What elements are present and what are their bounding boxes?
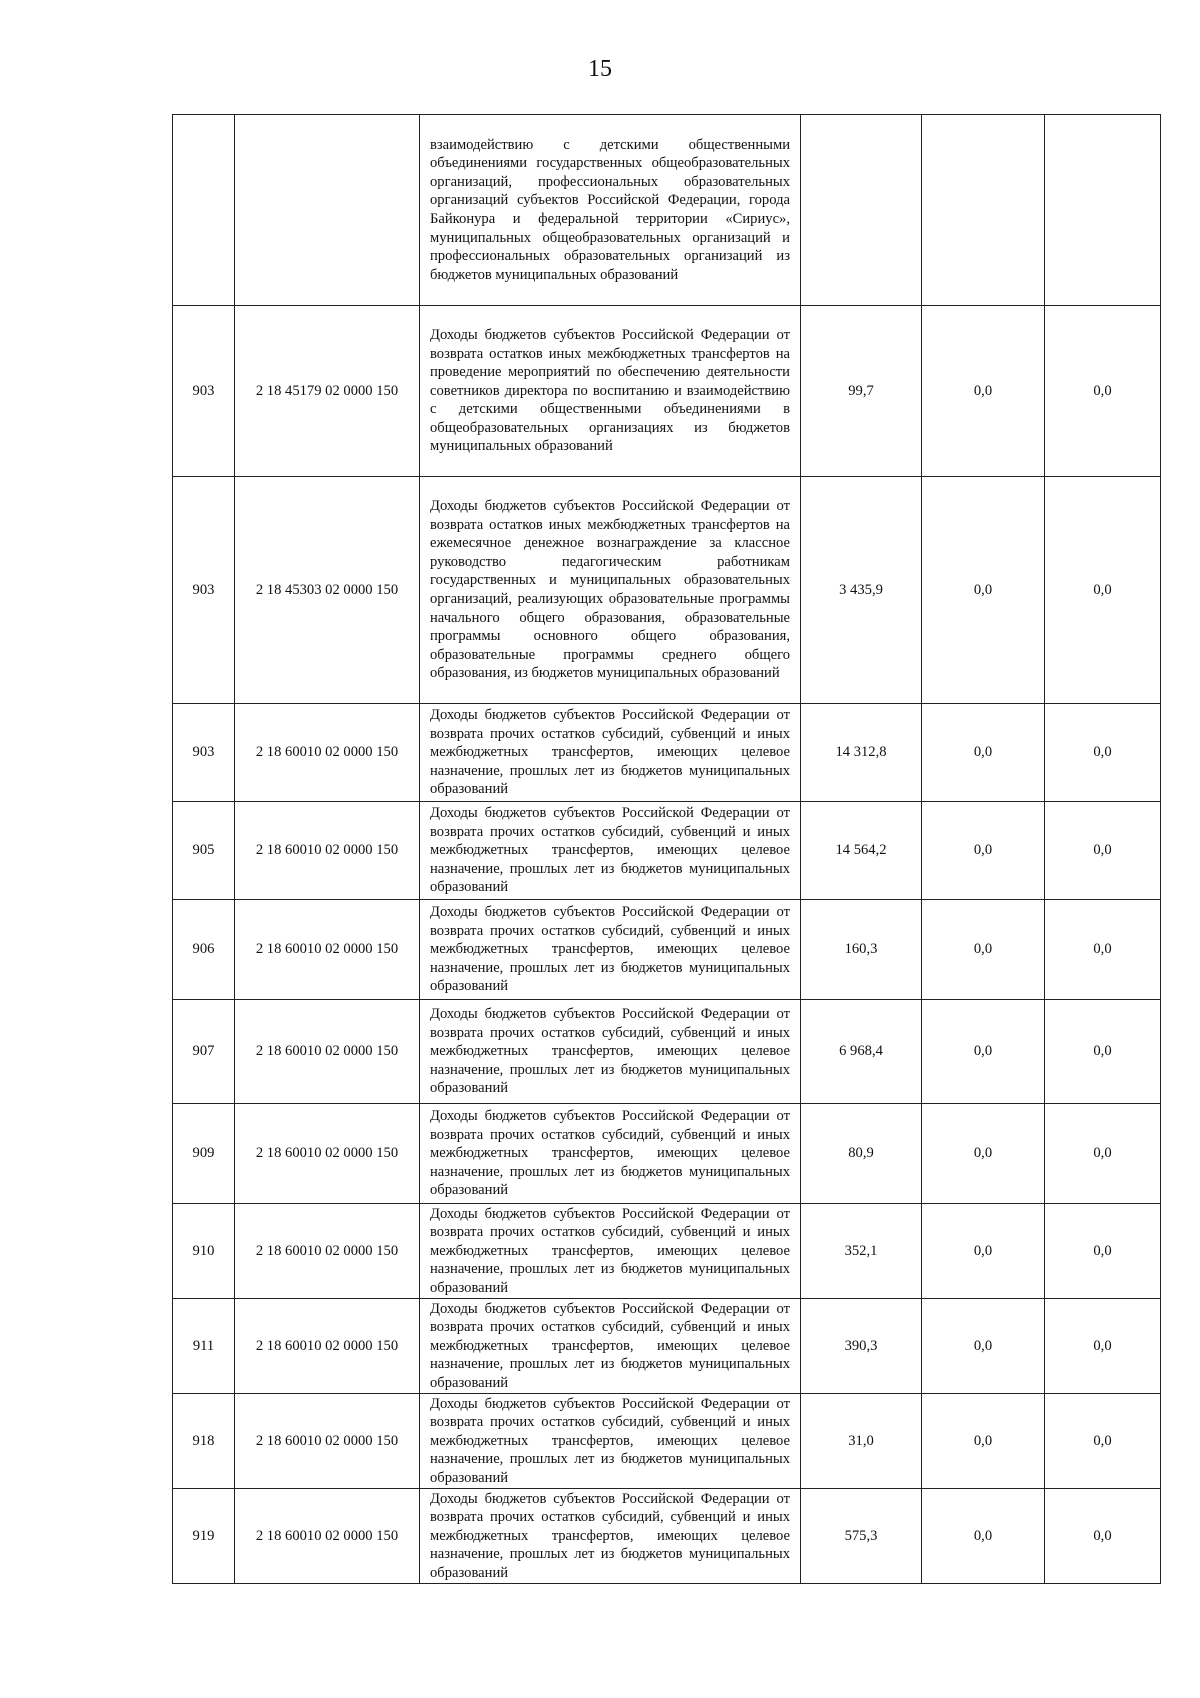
amount-year1-cell: 99,7 [801, 306, 922, 477]
table-row [173, 1394, 1161, 1489]
amount-year3-cell: 0,0 [1045, 477, 1161, 704]
admin-code-cell: 903 [173, 704, 235, 802]
amount-year3-cell: 0,0 [1045, 306, 1161, 477]
amount-year2-cell: 0,0 [922, 1489, 1045, 1584]
amount-year2-cell: 0,0 [922, 900, 1045, 1000]
revenue-description-cell: Доходы бюджетов субъектов Российской Федерации от возврата прочих остатков субсидий, субвенций и иных межбюджетных трансфертов, имеющих целевое назначение, прошлых лет из бюджетов муниципальных образований [420, 900, 801, 1000]
admin-code-cell: 909 [173, 1104, 235, 1204]
budget-classification-code-cell: 2 18 60010 02 0000 150 [235, 1489, 420, 1584]
page-number: 15 [588, 56, 612, 82]
amount-year1-cell: 160,3 [801, 900, 922, 1000]
budget-classification-code-cell: 2 18 60010 02 0000 150 [235, 802, 420, 900]
admin-code-cell [173, 115, 235, 306]
admin-code-cell: 903 [173, 477, 235, 704]
amount-year1-cell: 390,3 [801, 1299, 922, 1394]
table-row [173, 802, 1161, 900]
amount-year3-cell: 0,0 [1045, 1000, 1161, 1104]
table-row [173, 115, 1161, 306]
amount-year1-cell: 575,3 [801, 1489, 922, 1584]
amount-year1-cell: 14 312,8 [801, 704, 922, 802]
table-row [173, 704, 1161, 802]
revenue-table [172, 114, 1161, 1584]
amount-year3-cell: 0,0 [1045, 1394, 1161, 1489]
admin-code-cell: 905 [173, 802, 235, 900]
revenue-table-body [173, 115, 1161, 1584]
revenue-description-cell: Доходы бюджетов субъектов Российской Федерации от возврата прочих остатков субсидий, субвенций и иных межбюджетных трансфертов, имеющих целевое назначение, прошлых лет из бюджетов муниципальных образований [420, 1204, 801, 1299]
admin-code-cell: 919 [173, 1489, 235, 1584]
table-row [173, 1299, 1161, 1394]
table-row [173, 1104, 1161, 1204]
amount-year2-cell: 0,0 [922, 306, 1045, 477]
budget-classification-code-cell [235, 115, 420, 306]
amount-year2-cell: 0,0 [922, 1394, 1045, 1489]
revenue-description-cell: Доходы бюджетов субъектов Российской Федерации от возврата прочих остатков субсидий, субвенций и иных межбюджетных трансфертов, имеющих целевое назначение, прошлых лет из бюджетов муниципальных образований [420, 704, 801, 802]
amount-year2-cell: 0,0 [922, 477, 1045, 704]
revenue-description-cell: взаимодействию с детскими общественными объединениями государственных общеобразовательных организаций, профессиональных образовательных организаций субъектов Российской Федерации, города Байконура и федеральной территории «Сириус», муниципальных общеобразовательных организаций и профессиональных образовательных организаций из бюджетов муниципальных образований [420, 115, 801, 306]
budget-classification-code-cell: 2 18 60010 02 0000 150 [235, 1299, 420, 1394]
amount-year1-cell: 6 968,4 [801, 1000, 922, 1104]
budget-classification-code-cell: 2 18 45303 02 0000 150 [235, 477, 420, 704]
amount-year3-cell: 0,0 [1045, 1299, 1161, 1394]
admin-code-cell: 910 [173, 1204, 235, 1299]
revenue-description-cell: Доходы бюджетов субъектов Российской Федерации от возврата прочих остатков субсидий, субвенций и иных межбюджетных трансфертов, имеющих целевое назначение, прошлых лет из бюджетов муниципальных образований [420, 1299, 801, 1394]
admin-code-cell: 906 [173, 900, 235, 1000]
admin-code-cell: 918 [173, 1394, 235, 1489]
table-row [173, 1000, 1161, 1104]
revenue-description-cell: Доходы бюджетов субъектов Российской Федерации от возврата остатков иных межбюджетных трансфертов на проведение мероприятий по обеспечению деятельности советников директора по воспитанию и взаимодействию с детскими общественными объединениями в общеобразовательных организациях из бюджетов муниципальных образований [420, 306, 801, 477]
budget-classification-code-cell: 2 18 60010 02 0000 150 [235, 1000, 420, 1104]
amount-year1-cell: 80,9 [801, 1104, 922, 1204]
budget-classification-code-cell: 2 18 60010 02 0000 150 [235, 1204, 420, 1299]
revenue-description-cell: Доходы бюджетов субъектов Российской Федерации от возврата прочих остатков субсидий, субвенций и иных межбюджетных трансфертов, имеющих целевое назначение, прошлых лет из бюджетов муниципальных образований [420, 1489, 801, 1584]
admin-code-cell: 907 [173, 1000, 235, 1104]
amount-year3-cell: 0,0 [1045, 704, 1161, 802]
amount-year3-cell [1045, 115, 1161, 306]
budget-classification-code-cell: 2 18 60010 02 0000 150 [235, 1394, 420, 1489]
revenue-description-cell: Доходы бюджетов субъектов Российской Федерации от возврата прочих остатков субсидий, субвенций и иных межбюджетных трансфертов, имеющих целевое назначение, прошлых лет из бюджетов муниципальных образований [420, 1000, 801, 1104]
table-row [173, 306, 1161, 477]
amount-year2-cell: 0,0 [922, 704, 1045, 802]
amount-year3-cell: 0,0 [1045, 802, 1161, 900]
budget-classification-code-cell: 2 18 60010 02 0000 150 [235, 900, 420, 1000]
admin-code-cell: 903 [173, 306, 235, 477]
revenue-description-cell: Доходы бюджетов субъектов Российской Федерации от возврата остатков иных межбюджетных трансфертов на ежемесячное денежное вознаграждение за классное руководство педагогическим работникам государственных и муниципальных образовательных организаций, реализующих образовательные программы начального общего образования, образовательные программы основного общего образования, образовательные программы среднего общего образования, из бюджетов муниципальных образований [420, 477, 801, 704]
amount-year1-cell [801, 115, 922, 306]
table-row [173, 1489, 1161, 1584]
revenue-description-cell: Доходы бюджетов субъектов Российской Федерации от возврата прочих остатков субсидий, субвенций и иных межбюджетных трансфертов, имеющих целевое назначение, прошлых лет из бюджетов муниципальных образований [420, 1104, 801, 1204]
budget-classification-code-cell: 2 18 60010 02 0000 150 [235, 704, 420, 802]
table-row [173, 1204, 1161, 1299]
amount-year2-cell: 0,0 [922, 1104, 1045, 1204]
amount-year2-cell: 0,0 [922, 802, 1045, 900]
amount-year1-cell: 3 435,9 [801, 477, 922, 704]
amount-year3-cell: 0,0 [1045, 1204, 1161, 1299]
table-row [173, 477, 1161, 704]
table-row [173, 900, 1161, 1000]
amount-year1-cell: 14 564,2 [801, 802, 922, 900]
amount-year2-cell: 0,0 [922, 1204, 1045, 1299]
amount-year3-cell: 0,0 [1045, 1489, 1161, 1584]
amount-year2-cell: 0,0 [922, 1000, 1045, 1104]
amount-year1-cell: 31,0 [801, 1394, 922, 1489]
amount-year3-cell: 0,0 [1045, 1104, 1161, 1204]
revenue-description-cell: Доходы бюджетов субъектов Российской Федерации от возврата прочих остатков субсидий, субвенций и иных межбюджетных трансфертов, имеющих целевое назначение, прошлых лет из бюджетов муниципальных образований [420, 802, 801, 900]
amount-year2-cell [922, 115, 1045, 306]
admin-code-cell: 911 [173, 1299, 235, 1394]
amount-year3-cell: 0,0 [1045, 900, 1161, 1000]
revenue-description-cell: Доходы бюджетов субъектов Российской Федерации от возврата прочих остатков субсидий, субвенций и иных межбюджетных трансфертов, имеющих целевое назначение, прошлых лет из бюджетов муниципальных образований [420, 1394, 801, 1489]
budget-classification-code-cell: 2 18 60010 02 0000 150 [235, 1104, 420, 1204]
amount-year1-cell: 352,1 [801, 1204, 922, 1299]
amount-year2-cell: 0,0 [922, 1299, 1045, 1394]
budget-classification-code-cell: 2 18 45179 02 0000 150 [235, 306, 420, 477]
